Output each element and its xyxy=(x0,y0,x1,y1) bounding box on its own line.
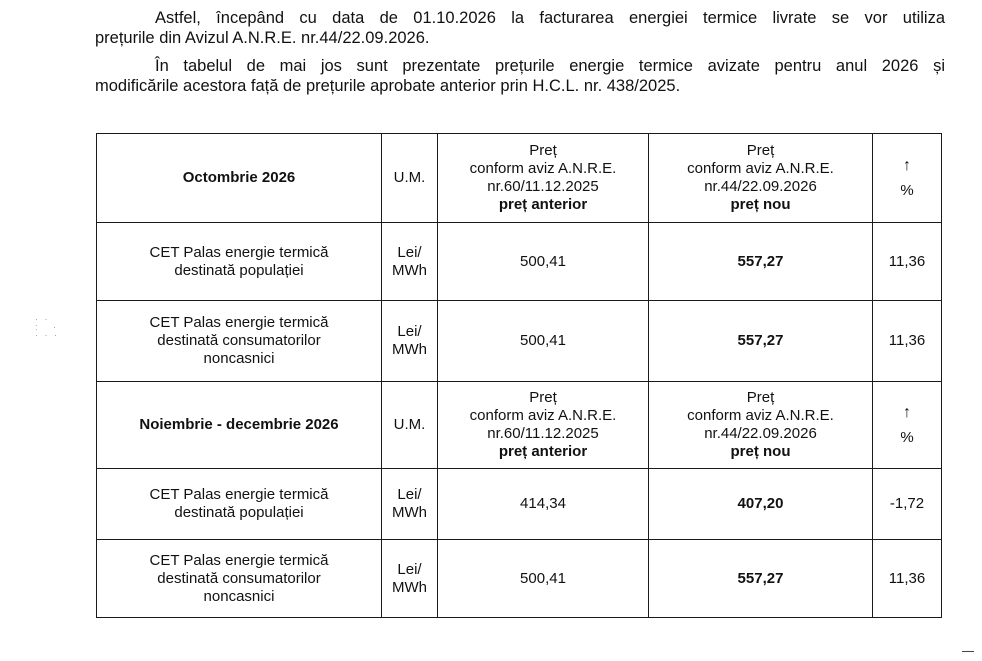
percent-cell: 11,36 xyxy=(873,223,942,301)
table-row xyxy=(97,540,942,618)
intro-paragraph-1 xyxy=(95,8,945,48)
prev-price-header: Preț conform aviz A.N.R.E. nr.60/11.12.2025 preț anterior xyxy=(438,134,649,223)
um-cell: Lei/ MWh xyxy=(382,540,438,618)
up-arrow-icon: ↑ xyxy=(903,404,911,421)
percent-cell: -1,72 xyxy=(873,469,942,540)
new-price-cell: 557,27 xyxy=(649,223,873,301)
um-cell: Lei/ MWh xyxy=(382,223,438,301)
price-table xyxy=(96,133,942,618)
percent-header: ↑ % xyxy=(873,382,942,469)
new-price-header: Preț conform aviz A.N.R.E. nr.44/22.09.2026 preț nou xyxy=(649,134,873,223)
percent-cell: 11,36 xyxy=(873,301,942,382)
um-header: U.M. xyxy=(382,382,438,469)
table-row xyxy=(97,301,942,382)
scan-speckle: · · : · · · · xyxy=(35,314,59,340)
table-row xyxy=(97,469,942,540)
table-header-row xyxy=(97,134,942,223)
intro-line: modificările acestora față de prețurile aprobate anterior prin H.C.L. nr. 438/2025. xyxy=(95,77,681,95)
percent-cell: 11,36 xyxy=(873,540,942,618)
intro-line: prețurile din Avizul A.N.R.E. nr.44/22.09.2026. xyxy=(95,29,430,47)
new-price-header: Preț conform aviz A.N.R.E. nr.44/22.09.2026 preț nou xyxy=(649,382,873,469)
consumer-name-cell: CET Palas energie termică destinată populației xyxy=(97,469,382,540)
prev-price-cell: 500,41 xyxy=(438,223,649,301)
period-header: Octombrie 2026 xyxy=(97,134,382,223)
new-price-cell: 407,20 xyxy=(649,469,873,540)
percent-header: ↑ % xyxy=(873,134,942,223)
um-header: U.M. xyxy=(382,134,438,223)
prev-price-cell: 500,41 xyxy=(438,540,649,618)
consumer-name-cell: CET Palas energie termică destinată consumatorilor noncasnici xyxy=(97,301,382,382)
new-price-cell: 557,27 xyxy=(649,540,873,618)
intro-line: Astfel, începând cu data de 01.10.2026 la facturarea energiei termice livrate se vor utiliza xyxy=(155,9,945,27)
prev-price-header: Preț conform aviz A.N.R.E. nr.60/11.12.2025 preț anterior xyxy=(438,382,649,469)
table-row xyxy=(97,223,942,301)
new-price-cell: 557,27 xyxy=(649,301,873,382)
consumer-name-cell: CET Palas energie termică destinată consumatorilor noncasnici xyxy=(97,540,382,618)
um-cell: Lei/ MWh xyxy=(382,469,438,540)
intro-paragraph-2 xyxy=(95,56,945,96)
up-arrow-icon: ↑ xyxy=(903,157,911,174)
prev-price-cell: 500,41 xyxy=(438,301,649,382)
table-header-row xyxy=(97,382,942,469)
prev-price-cell: 414,34 xyxy=(438,469,649,540)
consumer-name-cell: CET Palas energie termică destinată populației xyxy=(97,223,382,301)
intro-line: În tabelul de mai jos sunt prezentate prețurile energie termice avizate pentru anul 2026 și xyxy=(155,57,945,75)
period-header: Noiembrie - decembrie 2026 xyxy=(97,382,382,469)
scan-edge-mark xyxy=(962,651,974,658)
um-cell: Lei/ MWh xyxy=(382,301,438,382)
